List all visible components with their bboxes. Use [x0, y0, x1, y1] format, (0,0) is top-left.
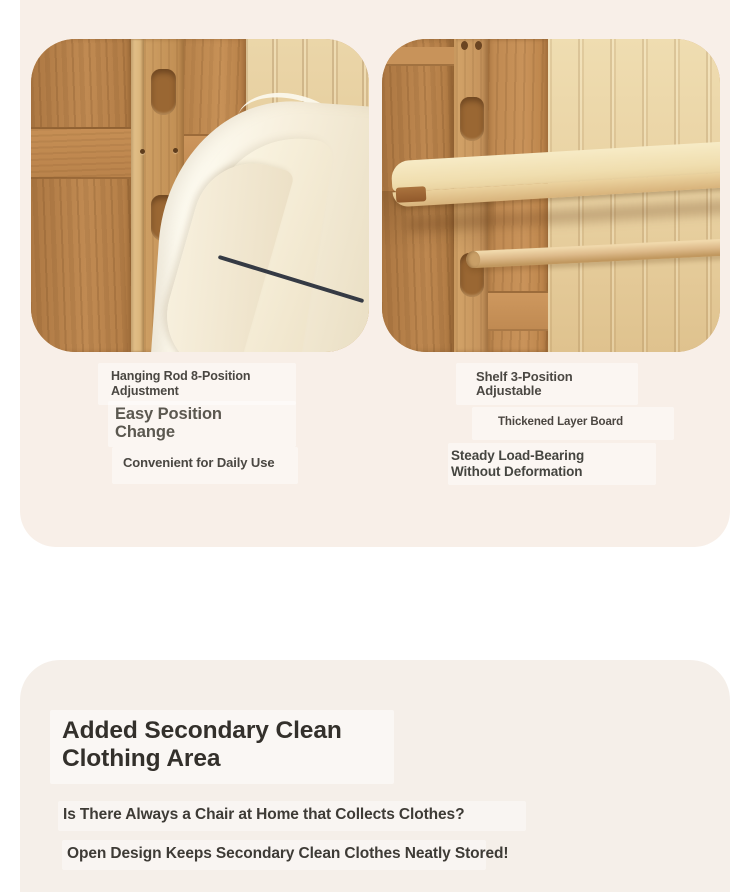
left-card-caption: Convenient for Daily Use — [123, 455, 275, 470]
rod-end-cap — [466, 251, 481, 269]
door-rail — [488, 291, 548, 331]
right-card-subtitle: Steady Load-Bearing Without Deformation — [451, 448, 585, 479]
door-edge-strip — [131, 39, 144, 352]
hanging-rod-photo — [31, 39, 369, 352]
screw-dot — [173, 148, 178, 153]
shelf-support — [396, 186, 427, 203]
feature-panel — [20, 0, 730, 547]
left-card-subtitle: Easy Position Change — [115, 405, 222, 441]
keyhole-slot — [151, 69, 176, 115]
question-line: Is There Always a Chair at Home that Collects Clothes? — [63, 806, 465, 823]
shelf-photo — [382, 39, 720, 352]
answer-line: Open Design Keeps Secondary Clean Clothes Neatly Stored! — [67, 845, 509, 862]
peg-hole — [475, 41, 482, 50]
keyhole-slot — [460, 97, 484, 141]
hanging-clothes — [189, 39, 369, 352]
screw-dot — [140, 149, 145, 154]
intro-panel — [20, 660, 730, 892]
wardrobe-door-panel — [31, 39, 131, 352]
peg-hole — [461, 41, 468, 50]
section-heading: Added Secondary Clean Clothing Area — [62, 717, 342, 772]
door-rail — [31, 127, 131, 179]
right-card-caption: Thickened Layer Board — [498, 416, 624, 428]
right-card-title: Shelf 3-Position Adjustable — [476, 369, 573, 398]
door-rail — [382, 47, 454, 66]
left-card-title: Hanging Rod 8-Position Adjustment — [111, 369, 251, 398]
